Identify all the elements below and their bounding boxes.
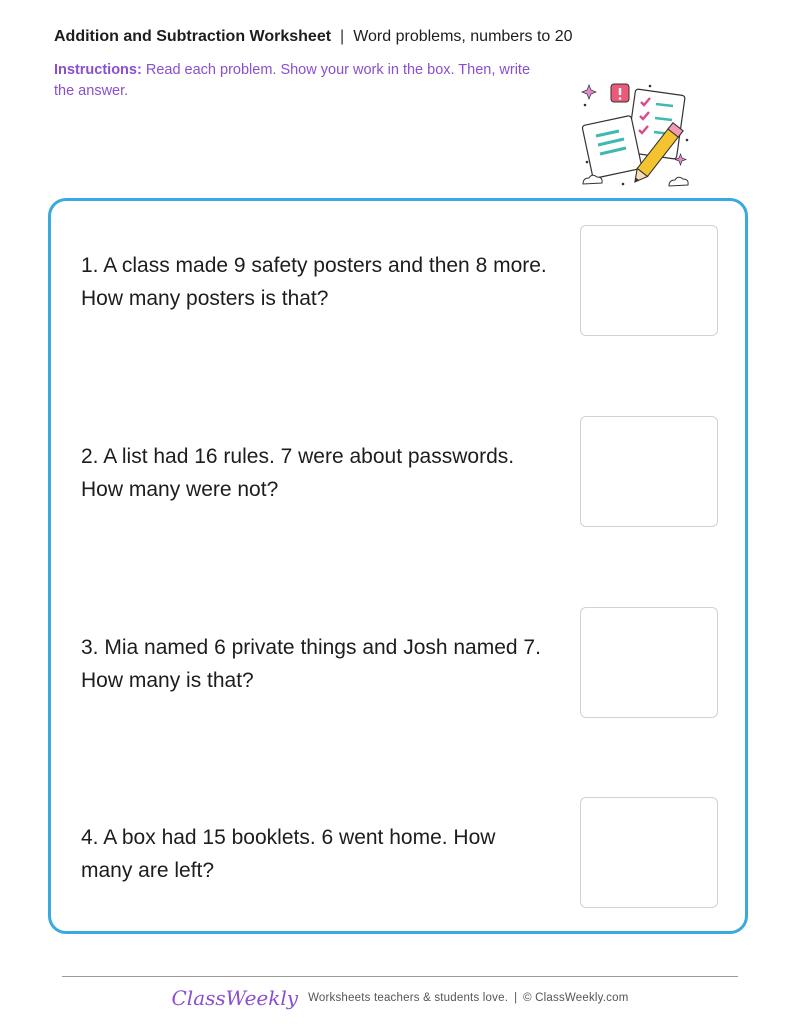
footer-separator: | xyxy=(514,992,518,1004)
problem-4-text: 4. A box had 15 booklets. 6 went home. How many are left? xyxy=(81,826,496,882)
worksheet-subtitle: Word problems, numbers to 20 xyxy=(353,28,573,45)
header-separator: | xyxy=(340,28,345,45)
answer-box-4[interactable] xyxy=(580,797,718,908)
footer xyxy=(0,986,800,1010)
checklist-pencil-icon xyxy=(575,80,695,195)
answer-box-1[interactable] xyxy=(580,225,718,336)
footer-divider xyxy=(62,976,738,977)
instructions xyxy=(54,60,534,102)
problem-2-text: 2. A list had 16 rules. 7 were about passwords. How many were not? xyxy=(81,445,515,501)
footer-tagline: Worksheets teachers & students love. xyxy=(308,992,509,1004)
classweekly-logo: ClassWeekly xyxy=(171,986,299,1010)
instructions-text: Read each problem. Show your work in the box. Then, write the answer. xyxy=(54,62,531,99)
answer-box-3[interactable] xyxy=(580,607,718,718)
problem-3-text: 3. Mia named 6 private things and Josh named 7. How many is that? xyxy=(81,636,541,692)
worksheet-header xyxy=(54,28,573,46)
worksheet-title: Addition and Subtraction Worksheet xyxy=(54,28,332,45)
answer-box-2[interactable] xyxy=(580,416,718,527)
footer-copyright: © ClassWeekly.com xyxy=(523,992,629,1004)
problem-1-text: 1. A class made 9 safety posters and then 8 more. How many posters is that? xyxy=(81,254,547,310)
instructions-lead: Instructions: xyxy=(54,62,142,78)
